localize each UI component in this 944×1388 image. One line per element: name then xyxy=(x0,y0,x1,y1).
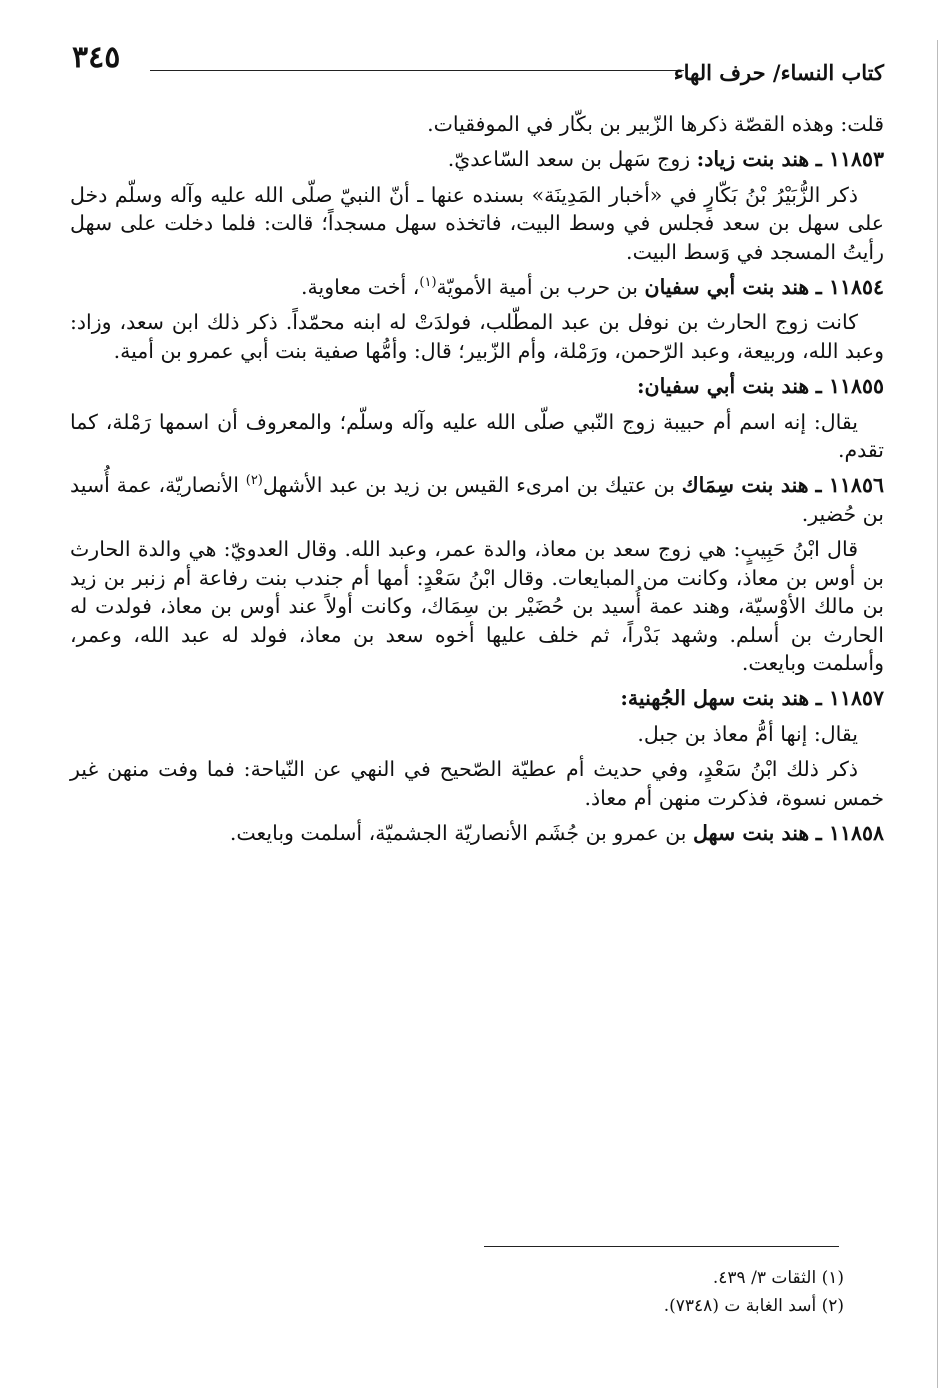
header-rule xyxy=(150,70,684,71)
footnote-ref: (٢) xyxy=(245,473,263,489)
main-text xyxy=(70,110,884,854)
entry-heading: ١١٨٥٦ ـ هند بنت سِمَاك بن عتيك بن امرىء القيس بن زيد بن عبد الأشهل$^{(٢)}$ الأنصاريّة، عمة أُسيد بن حُضير. xyxy=(70,473,884,526)
entry-name: هند بنت زياد: xyxy=(696,147,810,172)
paragraph: ذكر الزُّبَيْرُ بْنُ بَكّارٍ في «أخبار المَدِينَة» بسنده عنها ـ أنّ النبيّ صلّى الله عليه وآله وسلّم دخل على سهل بن سعد فجلس في وسط البيت، فاتخذه سهل مسجداً؛ قالت: فلما دخلت على سهل رأيتُ المسجد في وَسط البيت. xyxy=(70,182,884,264)
entry-heading xyxy=(70,372,884,400)
paragraph: قلت: وهذه القصّة ذكرها الزّبير بن بكّار في الموفقيات. xyxy=(427,112,884,136)
paragraph: يقال: إنها أمُّ معاذ بن جبل. xyxy=(637,721,858,746)
running-title: كتاب النساء/ حرف الهاء xyxy=(673,60,884,85)
entry-name: هند بنت سهل الجُهنية: xyxy=(620,686,810,711)
entry-heading: ١١٨٥٤ ـ هند بنت أبي سفيان بن حرب بن أمية الأمويّة$^{(١)}$، أخت معاوية. xyxy=(301,275,884,300)
entry-number: ١١٨٥٥ ـ xyxy=(815,374,884,399)
entry-number: ١١٨٥٨ ـ xyxy=(815,820,884,845)
entry-number: ١١٨٥٧ ـ xyxy=(815,686,884,711)
paragraph: قال ابْنُ حَبِيبٍ: هي زوج سعد بن معاذ، والدة عمر، وعبد الله. وقال العدويّ: هي والدة الحارث بن أوس بن معاذ، وكانت من المبايعات. وقال ابْنُ سَعْدٍ: أمها أم جندب بنت رفاعة أم زنبر بن زيد بن مالك الأوْسيّة، وهند عمة أُسيد بن حُضَيْر بن سِمَاك، وكانت أولاً عند أوس بن معاذ، فولدت له الحارث بن أسلم. وشهد بَدْراً، ثم خلف عليها أخوه سعد بن معاذ، فولد له عبد الله، وعمر، وأسلمت وبايعت. xyxy=(70,537,884,675)
footnote-rule xyxy=(484,1246,839,1247)
entry-name: هند بنت أبي سفيان xyxy=(644,275,810,300)
page-number: ٣٤٥ xyxy=(72,40,121,75)
page-edge xyxy=(937,40,938,1388)
entry-heading: ١١٨٥٣ ـ هند بنت زياد: زوج سَهل بن سعد السّاعديّ. xyxy=(447,147,884,172)
page-header xyxy=(72,40,884,88)
entry-number: ١١٨٥٤ ـ xyxy=(815,275,884,300)
entry-number: ١١٨٥٦ ـ xyxy=(815,473,884,498)
entry-number: ١١٨٥٣ ـ xyxy=(815,147,884,172)
paragraph: كانت زوج الحارث بن نوفل بن عبد المطّلب، فولدَتْ له ابنه محمّداً. ذكر ذلك ابن سعد، وزاد: وعبد الله، وربيعة، وعبد الرّحمن، ورَمْلة، وأم الزّبير؛ قال: وأمُّها صفية بنت أبي عمرو بن أمية. xyxy=(70,310,884,363)
footnotes xyxy=(300,1264,844,1320)
entry-name: هند بنت سِمَاك xyxy=(681,473,809,498)
footnote: (١) الثقات ٣/ ٤٣٩. xyxy=(712,1268,844,1288)
entry-name: هند بنت سهل xyxy=(693,820,810,845)
entry-heading: ١١٨٥٨ ـ هند بنت سهل بن عمرو بن جُشَم الأنصاريّة الجشميّة، أسلمت وبايعت. xyxy=(229,820,884,845)
paragraph: ذكر ذلك ابْنُ سَعْدٍ، وفي حديث أم عطيّة الصّحيح في النهي عن النّياحة: فما وفت منهن غير خمس نسوة، فذكرت منهن أم معاذ. xyxy=(70,757,884,810)
footnote-ref: (١) xyxy=(419,275,437,291)
entry-name: هند بنت أبي سفيان: xyxy=(636,374,810,399)
entry-heading xyxy=(70,684,884,712)
paragraph: يقال: إنه اسم أم حبيبة زوج النّبي صلّى الله عليه وآله وسلّم؛ والمعروف أن اسمها رَمْلة، كما تقدم. xyxy=(70,409,884,463)
footnote: (٢) أسد الغابة ت (٧٣٤٨). xyxy=(663,1296,844,1316)
